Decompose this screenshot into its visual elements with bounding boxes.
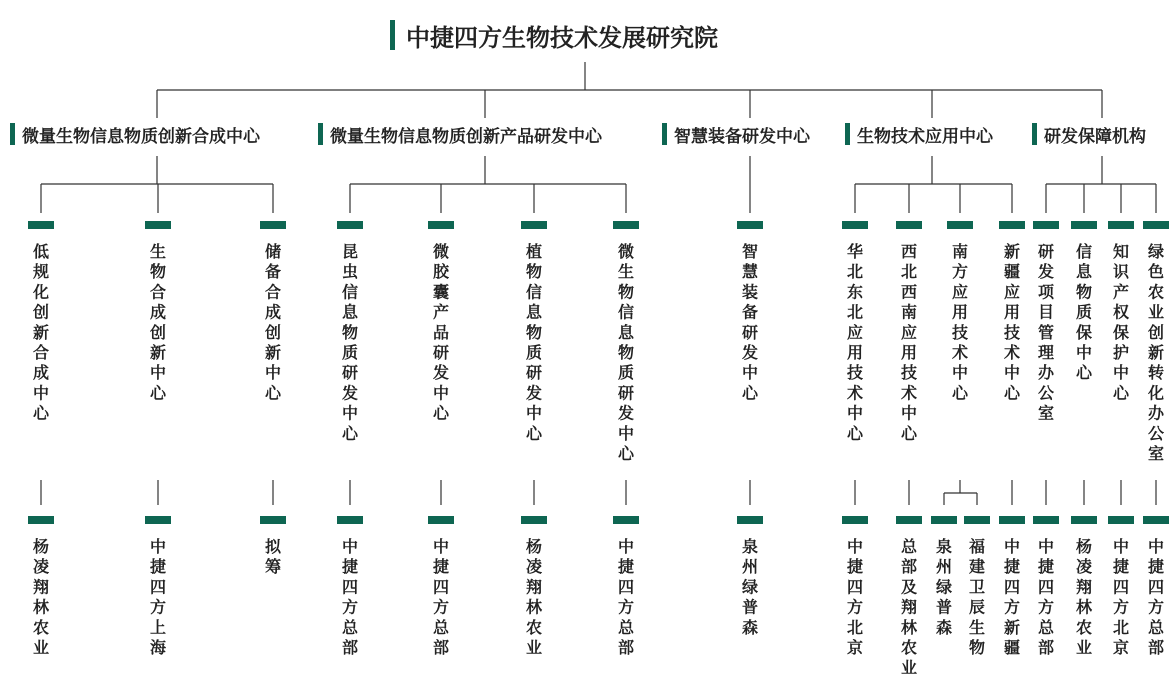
center-marker [999,221,1025,229]
site-marker [842,516,868,524]
center-name: 知识产权保护中心 [1112,242,1130,403]
site-name: 中捷四方总部 [341,537,359,657]
center-name: 西北西南应用技术中心 [900,242,918,443]
center-name: 研发项目管理办公室 [1037,242,1055,423]
site-marker [28,516,54,524]
site-name: 中捷四方总部 [1147,537,1165,657]
dept-label: 微量生物信息物质创新产品研发中心 [330,127,602,147]
site-marker [1108,516,1134,524]
site-marker [1143,516,1169,524]
site-marker [337,516,363,524]
site-marker [737,516,763,524]
dept-label: 微量生物信息物质创新合成中心 [22,127,260,147]
site-marker [613,516,639,524]
site-name: 杨凌翔林农业 [1075,537,1093,657]
center-name: 信息物质保中心 [1075,242,1093,383]
center-name: 储备合成创新中心 [264,242,282,403]
center-name: 低规化创新合成中心 [32,242,50,423]
dept-marker [318,123,323,145]
center-name: 新疆应用技术中心 [1003,242,1021,403]
center-marker [337,221,363,229]
site-marker [1033,516,1059,524]
dept-label: 研发保障机构 [1044,127,1146,147]
center-marker [737,221,763,229]
dept-label: 智慧装备研发中心 [674,127,810,147]
site-marker [521,516,547,524]
site-marker [1071,516,1097,524]
site-name: 杨凌翔林农业 [525,537,543,657]
site-name: 中捷四方上海 [149,537,167,657]
site-name: 中捷四方北京 [1112,537,1130,657]
site-name: 中捷四方新疆 [1003,537,1021,657]
page-title: 中捷四方生物技术发展研究院 [406,24,718,52]
site-name: 泉州绿普森 [741,537,759,637]
site-marker [964,516,990,524]
site-name: 总部及翔林农业 [900,537,918,678]
site-marker [260,516,286,524]
site-name: 福建卫辰生物 [968,537,986,657]
dept-label: 生物技术应用中心 [857,127,993,147]
site-name: 中捷四方总部 [617,537,635,657]
center-name: 绿色农业创新转化办公室 [1147,242,1165,463]
center-marker [896,221,922,229]
center-marker [521,221,547,229]
center-name: 华北东北应用技术中心 [846,242,864,443]
site-marker [896,516,922,524]
site-name: 泉州绿普森 [935,537,953,637]
dept-marker [1032,123,1037,145]
site-name: 中捷四方总部 [1037,537,1055,657]
site-name: 拟筹 [264,537,282,577]
center-name: 生物合成创新中心 [149,242,167,403]
center-name: 南方应用技术中心 [951,242,969,403]
dept-marker [10,123,15,145]
center-marker [1108,221,1134,229]
center-name: 智慧装备研发中心 [741,242,759,403]
site-marker [145,516,171,524]
site-name: 杨凌翔林农业 [32,537,50,657]
center-marker [1033,221,1059,229]
center-marker [947,221,973,229]
center-name: 微胶囊产品研发中心 [432,242,450,423]
dept-marker [662,123,667,145]
center-marker [842,221,868,229]
center-marker [428,221,454,229]
center-name: 微生物信息物质研发中心 [617,242,635,463]
center-marker [28,221,54,229]
center-marker [1143,221,1169,229]
site-marker [428,516,454,524]
site-name: 中捷四方总部 [432,537,450,657]
center-marker [145,221,171,229]
site-marker [999,516,1025,524]
site-name: 中捷四方北京 [846,537,864,657]
site-marker [931,516,957,524]
center-name: 昆虫信息物质研发中心 [341,242,359,443]
center-marker [260,221,286,229]
center-marker [1071,221,1097,229]
title-marker [390,20,395,50]
center-name: 植物信息物质研发中心 [525,242,543,443]
dept-marker [845,123,850,145]
center-marker [613,221,639,229]
